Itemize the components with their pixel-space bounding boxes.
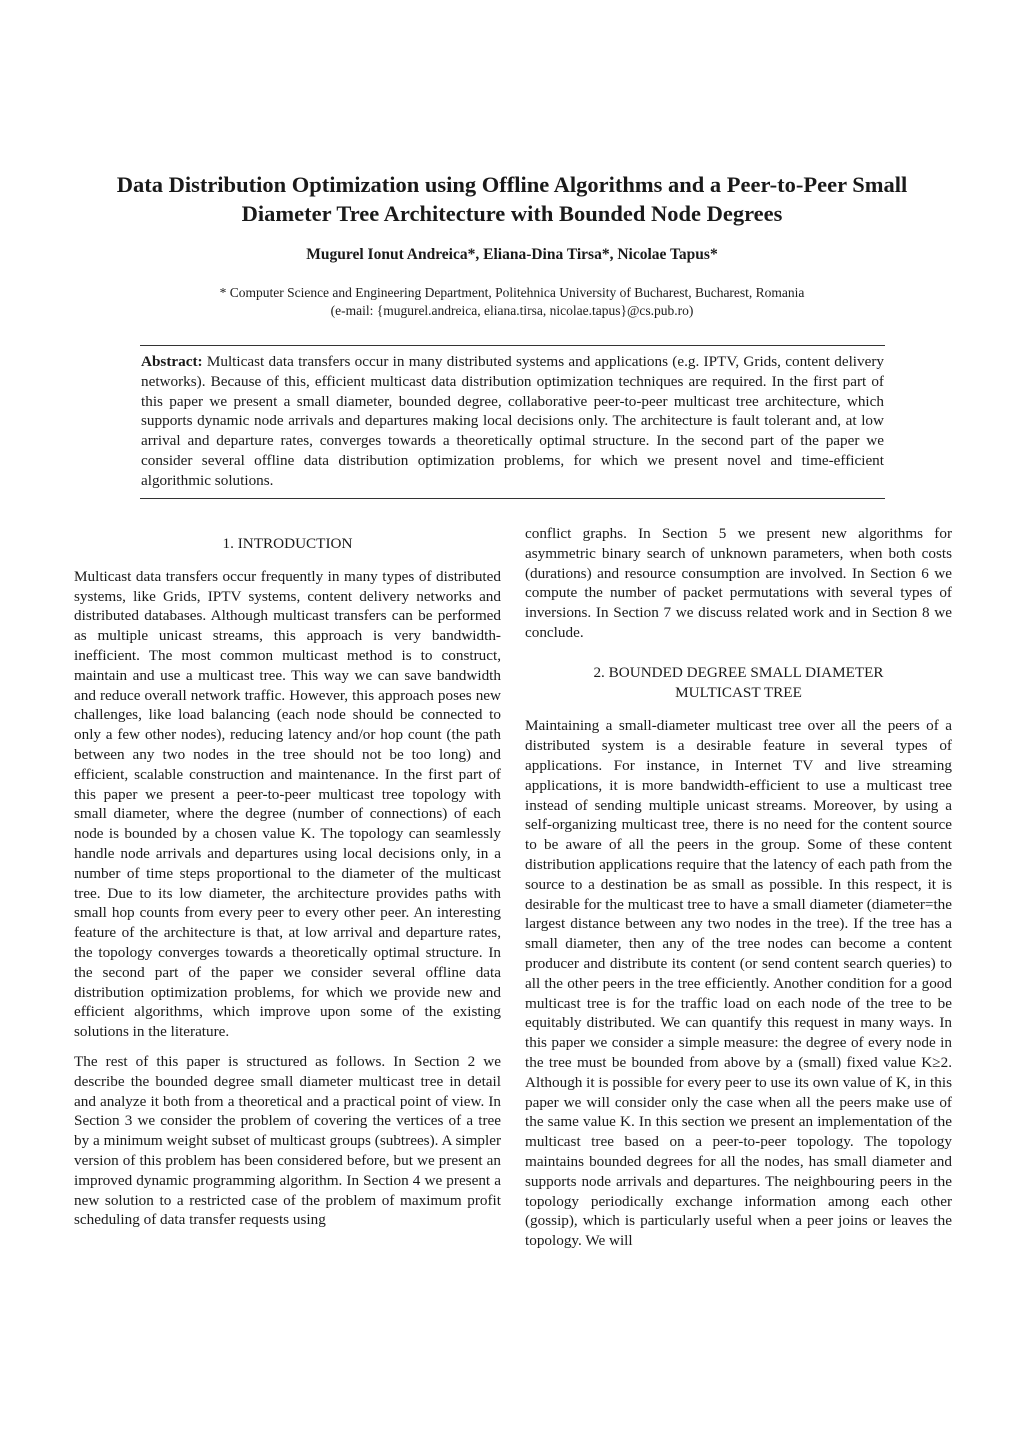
intro-paragraph-2: The rest of this paper is structured as follows. In Section 2 we describe the bounded degree small diameter multicast tree in detail and analyze it both from a theoretical and a practical point of view. In Section 3 we consider the problem of covering the vertices of a tree by a minimum weight subset of multicast groups (subtrees). A simpler version of this problem has been considered before, but we present an improved dynamic programming algorithm. In Section 4 we present a new solution to a restricted case of the problem of maximum profit scheduling of data transfer requests using <box>74 1052 501 1229</box>
section-heading-introduction: 1. INTRODUCTION <box>222 535 353 552</box>
section-heading-line-1: 2. BOUNDED DEGREE SMALL DIAMETER <box>593 663 884 681</box>
affiliation-block <box>70 284 954 320</box>
section-heading-bounded-degree <box>525 663 952 703</box>
affiliation: * Computer Science and Engineering Department, Politehnica University of Bucharest, Bucharest, Romania <box>219 285 805 300</box>
right-column <box>525 524 952 1251</box>
abstract <box>140 345 885 499</box>
intro-paragraph-2-continued: conflict graphs. In Section 5 we present new algorithms for asymmetric binary search of unknown parameters, when both costs (durations) and resource consumption are involved. In Section 6 we compute the number of packet permutations with several types of inversions. In Section 7 we discuss related work and in Section 8 we conclude. <box>525 525 952 641</box>
left-column <box>74 524 501 1230</box>
email-line: (e-mail: {mugurel.andreica, eliana.tirsa, nicolae.tapus}@cs.pub.ro) <box>330 303 694 318</box>
abstract-label: Abstract: <box>141 353 203 370</box>
paper-title: Data Distribution Optimization using Offline Algorithms and a Peer-to-Peer Small Diameter Tree Architecture with Bounded Node Degrees <box>116 172 908 226</box>
intro-paragraph-1: Multicast data transfers occur frequently in many types of distributed systems, like Grids, IPTV systems, content delivery networks and distributed databases. Although multicast transfers can be performed as multiple unicast streams, this approach is very bandwidth-inefficient. The most common multicast method is to construct, maintain and use a multicast tree. This way we can save bandwidth and reduce overall network traffic. However, this approach poses new challenges, like load balancing (each node should be connected to only a few other nodes), reducing latency and/or hop count (the path between any two nodes in the tree should not be too long) and efficient, scalable construction and maintenance. In the first part of this paper we present a peer-to-peer multicast tree topology with small diameter, where the degree (number of connections) of each node is bounded by a chosen value K. The topology can seamlessly handle node arrivals and departures using local decisions only, in a number of time steps proportional to the diameter of the multicast tree. Due to its low diameter, the architecture provides paths with small hop counts from every peer to every other peer. An interesting feature of the architecture is that, at low arrival and departure rates, the topology converges towards a theoretically optimal structure. In the second part of the paper we consider several offline data distribution optimization problems, for which we provide new and efficient algorithms, which improve upon some of the existing solutions in the literature. <box>74 567 501 1041</box>
abstract-text: Multicast data transfers occur in many distributed systems and applications (e.g. IPTV, Grids, content delivery networks). Because of this, efficient multicast data distribution optimization techniques are required. In the first part of this paper we present a small diameter, bounded degree, collaborative peer-to-peer multicast tree architecture, which supports dynamic node arrivals and departures making local decisions only. The architecture is fault tolerant and, at low arrival and departure rates, converges towards a theoretically optimal structure. In the second part of the paper we consider several offline data distribution optimization problems, for which we present novel and time-efficient algorithmic solutions. <box>141 353 884 489</box>
section-heading-line-2: MULTICAST TREE <box>675 683 802 701</box>
section2-paragraph-1: Maintaining a small-diameter multicast tree over all the peers of a distributed system is a desirable feature in several types of applications. For instance, in Internet TV and live streaming applications, it is more bandwidth-efficient to use a multicast tree instead of sending multiple unicast streams. Moreover, by using a self-organizing multicast tree, there is no need for the content source to be aware of all the peers in the group. Some of these content distribution applications require that the latency of each path from the source to a destination be as small as possible. In this respect, it is desirable for the multicast tree to have a small diameter (diameter=the largest distance between any two nodes in the tree). If the tree has a small diameter, then any of the tree nodes can become a content producer and distribute its content (or send content search queries) to all the other peers in the tree efficiently. Another condition for a good multicast tree is for the traffic load on each node of the tree to be equitably distributed. We can quantify this request in many ways. In this paper we consider a simple measure: the degree of every node in the tree must be bounded from above by a (small) fixed value K≥2. Although it is possible for every peer to use its own value of K, in this paper we will consider only the case when all the peers make use of the same value K. In this section we present an implementation of the multicast tree based on a peer-to-peer topology. The topology maintains bounded degrees for all the nodes, has small diameter and supports node arrivals and departures. The neighbouring peers in the topology periodically exchange information among each other (gossip), which is particularly useful when a peer joins or leaves the topology. We will <box>525 717 952 1250</box>
author-list: Mugurel Ionut Andreica*, Eliana-Dina Tirsa*, Nicolae Tapus* <box>306 246 718 263</box>
